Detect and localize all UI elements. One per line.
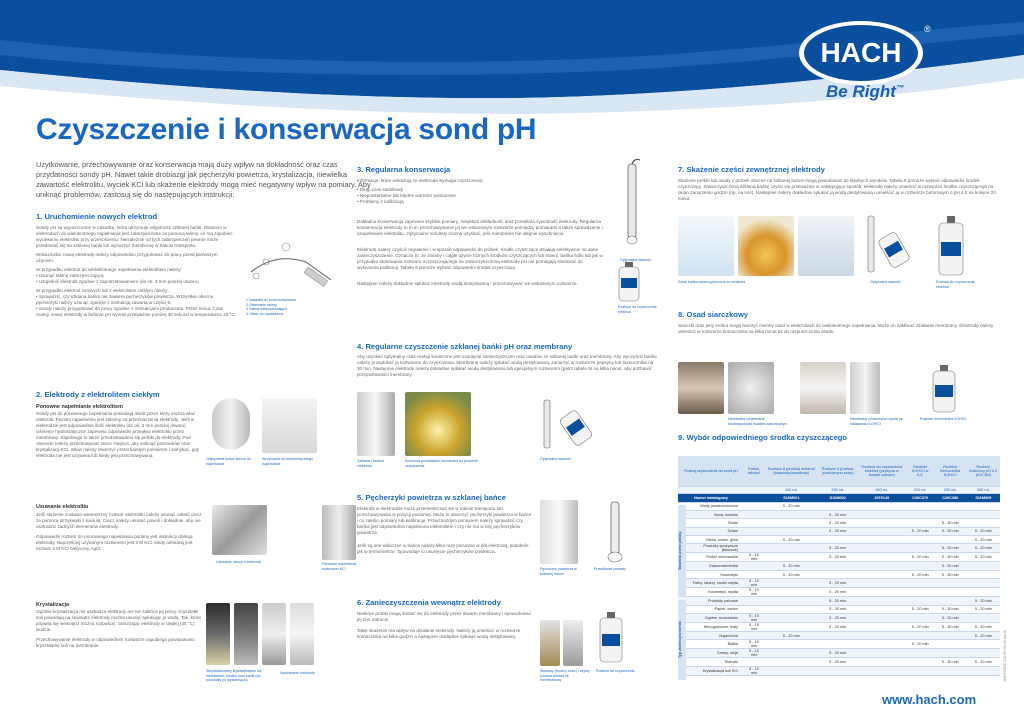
table-cell bbox=[764, 527, 819, 535]
row-label: Wody powierzchniowe bbox=[686, 502, 744, 510]
table-cell: 5 - 20 min bbox=[819, 510, 857, 518]
table-cell bbox=[934, 502, 967, 510]
contaminated-bulb-photo-2 bbox=[738, 216, 794, 276]
table-cell bbox=[934, 649, 967, 658]
row-label: Białka bbox=[686, 640, 744, 649]
table-row bbox=[678, 553, 1000, 562]
svg-text:HACH: HACH bbox=[820, 37, 902, 68]
table-row bbox=[678, 623, 1000, 632]
table-cell: 5 - 20 min bbox=[819, 623, 857, 632]
table-row bbox=[678, 544, 1000, 553]
table-header: Etanol, alkohol bbox=[744, 456, 764, 486]
table-cell bbox=[857, 658, 907, 666]
section-8-caption-3: Roztwór tiomocznika KOH/Cl bbox=[920, 417, 967, 421]
table-cell bbox=[934, 510, 967, 518]
table-cell bbox=[857, 536, 907, 544]
refill-photo-cap bbox=[212, 398, 250, 450]
electrode-icon-s5 bbox=[596, 500, 636, 564]
table-row bbox=[678, 570, 1000, 578]
table-cell bbox=[907, 579, 934, 588]
table-side-label-1: Skażenia przez próbkę bbox=[678, 505, 686, 597]
table-cell bbox=[764, 510, 819, 518]
table-cell: 5 - 30 min bbox=[934, 527, 967, 535]
table-cell bbox=[934, 579, 967, 588]
table-cell bbox=[819, 640, 857, 649]
table-cell: 5 - 20 min bbox=[907, 527, 934, 535]
electrode-bottle-s7 bbox=[862, 216, 908, 276]
table-cell bbox=[819, 632, 857, 640]
contaminated-bulb-photo-3 bbox=[798, 216, 854, 276]
refill-photo-syringe bbox=[262, 398, 317, 453]
table-cell bbox=[967, 640, 1000, 649]
table-cell: 5 - 20 min bbox=[967, 658, 1000, 666]
table-cell: 5 - 10 min bbox=[744, 640, 764, 649]
row-label: Próbki mleczarskie bbox=[686, 553, 744, 562]
table-header: Rodzaj czyszczenia do sond pH bbox=[678, 456, 744, 486]
table-cell bbox=[907, 666, 934, 675]
section-7-caption-1: Szkła bańka zanieczyszczona ze smarami bbox=[678, 280, 746, 284]
table-cell bbox=[967, 502, 1000, 510]
row-label: Ogólne, środowisko bbox=[686, 614, 744, 623]
page-title: Czyszczenie i konserwacja sond pH bbox=[36, 113, 537, 146]
table-cell bbox=[857, 649, 907, 658]
table-row bbox=[678, 614, 1000, 623]
table-cell: 5 - 20 min bbox=[967, 605, 1000, 613]
table-cell bbox=[934, 632, 967, 640]
table-cell bbox=[819, 502, 857, 510]
table-cell bbox=[857, 588, 907, 597]
table-row bbox=[678, 519, 1000, 527]
table-cell bbox=[744, 510, 764, 518]
table-row bbox=[678, 605, 1000, 613]
crystal-photo-2 bbox=[234, 603, 258, 665]
table-cell bbox=[934, 536, 967, 544]
table-cell: 5 - 20 min bbox=[764, 536, 819, 544]
table-row bbox=[678, 640, 1000, 649]
table-cell bbox=[744, 502, 764, 510]
table-row bbox=[678, 527, 1000, 535]
table-cell bbox=[967, 570, 1000, 578]
table-row bbox=[678, 502, 1000, 510]
table-row bbox=[678, 658, 1000, 666]
table-cell bbox=[907, 632, 934, 640]
table-cell: 5 - 20 min bbox=[967, 623, 1000, 632]
row-label: Produkty palcowe bbox=[686, 597, 744, 605]
contamination-photo-2 bbox=[563, 620, 583, 666]
table-cell: 5 - 20 min bbox=[967, 536, 1000, 544]
table-cell bbox=[857, 502, 907, 510]
section-6-caption-1: Skażony (brudny kolor) i czysty (czarna plama) kit membranowy bbox=[540, 669, 590, 682]
table-header: Roztwór do czyszczenia elektrod (pepsyna w kwasie solnym) bbox=[857, 456, 907, 486]
table-cell bbox=[967, 579, 1000, 588]
table-cell: 5 - 20 min bbox=[764, 562, 819, 570]
residue-membrane-photo bbox=[405, 392, 471, 456]
table-cell bbox=[744, 605, 764, 613]
table-cell: 5 - 10 min bbox=[744, 579, 764, 588]
table-cell bbox=[967, 510, 1000, 518]
table-cell: 5 - 20 min bbox=[907, 640, 934, 649]
svg-text:®: ® bbox=[924, 24, 931, 34]
table-cell: 5 - 20 min bbox=[967, 527, 1000, 535]
table-cell bbox=[907, 658, 934, 666]
table-cell: 5 - 20 min bbox=[967, 544, 1000, 553]
table-cell: 5 - 30 min bbox=[934, 605, 967, 613]
section-4-caption-2: Kolorowa pozostałość membrana po procesie czyszczenia bbox=[405, 459, 478, 468]
table-cell: 5 - 30 min bbox=[934, 570, 967, 578]
table-cell: 5 - 10 min bbox=[744, 614, 764, 623]
table-cell bbox=[907, 519, 934, 527]
table-row bbox=[678, 562, 1000, 570]
electrode-parts-drawing bbox=[246, 232, 338, 292]
section-8-body: Siarczki oraz jony srebra mogą tworzyć ciemny osad w elektrodach do wielokrotnego napełniania. Może on zakłócać działanie membrany. Elektrodę należy umieścić w roztworze tiomocznika na kilka minut aż do rozpuszczenia osadu. bbox=[678, 323, 994, 334]
crystal-photo-3 bbox=[262, 603, 286, 665]
crystal-caption-2: Spłukiwanie elektrody bbox=[280, 671, 315, 675]
table-cell bbox=[967, 614, 1000, 623]
table-cell bbox=[934, 666, 967, 675]
table-cell bbox=[764, 658, 819, 666]
table-cell: 5 - 10 min bbox=[744, 623, 764, 632]
row-label: Organiczne bbox=[686, 632, 744, 640]
remove-text: Jeśli stężenie zostanie wewnętrzny roztwór elektrolitu należy usunąć całość ciecz za pomocą strzykawki z kaniulą. Ciecz należy usuwać powoli i dokładnie, aby nie uszkodzić żadnych elementów elektrody. Odpowiedni roztwór do ponownego napełniania podany jest instrukcji obsługi elektrody. Najczęściej używanym roztworem jest 3 M KCl, kiedy odmianą jest roztwór 3 M KCl nasycony AgCl. bbox=[36, 512, 202, 551]
section-7-caption-3: Roztwór do czyszczenia elektrod bbox=[936, 280, 975, 289]
table-cell bbox=[857, 666, 907, 675]
air-bubble-photo bbox=[540, 500, 578, 564]
brand-slogan: Be Right™ bbox=[826, 82, 904, 101]
hach-logo bbox=[797, 18, 929, 88]
table-cell: 5 - 30 min bbox=[934, 544, 967, 553]
table-cell bbox=[744, 527, 764, 535]
section-1-heading: 1. Uruchomienie nowych elektrod bbox=[36, 212, 158, 221]
table-cell: 5 - 20 min bbox=[819, 588, 857, 597]
table-cell: 5 - 20 min bbox=[764, 502, 819, 510]
table-cell bbox=[764, 597, 819, 605]
row-label: Nieorganiczne, biały bbox=[686, 623, 744, 632]
table-cell bbox=[744, 536, 764, 544]
table-cell bbox=[744, 544, 764, 553]
dirty-electrode-photo bbox=[357, 392, 395, 456]
table-cell bbox=[907, 502, 934, 510]
table-cell: 5 - 30 min bbox=[934, 553, 967, 562]
table-cell bbox=[907, 614, 934, 623]
section-1-body: Sondy pH są wypuszczone w nasadkę, która utrzymuje wilgotność szklanej bańki. Otwarcie w elektrodach do wielokrotnego napełniania jest zabezpieczane za pomocą taśmy, co ma zapobiec wyciekaniu elektrolitu przy przenoszeniu. Niezależnie od tych zabezpieczeń pewnie może przedostać się do szklanej bańki lub wysuszyć membranę w trakcie transportu. Wskazówka: nową elektrodę należy odpowiednio przygotować do pracy przed pierwszym użyciem. W przypadku elektrod do wielokrotnego napełniania elektrolitem należy: • Usunąć taśmę zabezpieczającą • Uzupełnić elektrolit zgodnie z zapotrzebowaniem (do ok. 3 mm poniżej otworu) W przypadku elektrod żelowych lub z elektrolitem ciekłym należy: • Sprawdzić, czy szklana bańka nie zawiera pęcherzyków powietrza. Wszystkie obecne pęcherzyki należy usunąć zgodnie z instrukcją zawartą w części 5. • Sondy należy przygotować do pracy zgodnie z instrukcjami producenta. Przez minut. Czas reakcji nowej elektrody w buforze pH wynosi przeważnie poniżej 30 sekund w temperaturze 25 °C. bbox=[36, 225, 236, 318]
section-8-caption-2: Membrana ceramiczna czysta po nakładaniu KOH/Cl bbox=[850, 417, 903, 426]
section-4-caption-1: Zatkana i brudna elektroda bbox=[357, 459, 384, 468]
table-cell: 5 - 20 min bbox=[819, 614, 857, 623]
section-3-caption-2: Roztwór do czyszczenia elektrod bbox=[618, 305, 657, 314]
table-cell: 5 - 20 min bbox=[764, 632, 819, 640]
table-cell: 5 - 20 min bbox=[819, 527, 857, 535]
table-cell bbox=[857, 640, 907, 649]
table-cell bbox=[764, 519, 819, 527]
electrode-bottle-s4 bbox=[538, 400, 594, 450]
table-cell: 5 - 30 min bbox=[934, 614, 967, 623]
row-label: Kosmetyki, mydła bbox=[686, 588, 744, 597]
table-cell bbox=[764, 640, 819, 649]
table-cell bbox=[907, 649, 934, 658]
table-row bbox=[678, 632, 1000, 640]
table-cell: 5 - 20 min bbox=[907, 623, 934, 632]
table-cell bbox=[857, 605, 907, 613]
section-7-caption-2: Optymalne warunki bbox=[870, 280, 901, 284]
remove-caption-2: Ponowne napełnienie roztworem KCl bbox=[322, 562, 357, 571]
table-cell bbox=[857, 527, 907, 535]
table-cell bbox=[934, 640, 967, 649]
table-cell bbox=[934, 597, 967, 605]
table-cell: 5 - 20 min bbox=[907, 605, 934, 613]
cleaning-bottle-s7 bbox=[936, 216, 966, 276]
table-cell bbox=[857, 579, 907, 588]
table-cell bbox=[764, 579, 819, 588]
intro-text: Użytkowanie, przechowywanie oraz konserwacja mają duży wpływ na dokładność oraz czas przydatności sondy pH. Nawet takie drobiazgi jak pęcherzyki powietrza, krystalizacja, niewielka zawartość elektrolitu, wyciek KCl lub skażenie elektrody mogą mieć negatywny wpływ na pomiary. Aby uniknąć problemów, zastosuj się do następujących instrukcji: bbox=[36, 160, 371, 199]
remove-subheading: Usuwanie elektrolitu bbox=[36, 504, 89, 510]
refill-subheading: Ponowne napełnianie elektrolitem bbox=[36, 404, 123, 410]
table-cell: 5 - 20 min bbox=[819, 553, 857, 562]
row-label: Produkty spożywcze (tłuszcze) bbox=[686, 544, 744, 553]
refill-text: Sondy pH do ponownego napełniania posiadają otwór przez który można wlać elektrolit. Poziom napełnienia jest zależny od przeznaczenia elektrody. Jeśli w elektrodzie jest odpowiednia ilość elektrolitu (do ok. 3 mm poniżej otworu) ciśnienie hydrostatyczne zapewnia odpowiedni przepływ elektrolitu przez membranę. Zapobiega to także przedostawaniu się próbki do elektrody. Pod otworem należy przechowywać nieco miejsca, aby uniknąć przecieków oraz krystalizacji KCl. Wlew należy otworzyć przed każdym pomiarem i zamykać, gdy elektroda nie jest używana lub kiedy jest przechowywana. bbox=[36, 411, 200, 458]
crystal-photo-1 bbox=[206, 603, 230, 665]
table-cell bbox=[744, 519, 764, 527]
section-3-heading: 3. Regularna konserwacja bbox=[357, 165, 451, 174]
table-cell bbox=[857, 553, 907, 562]
table-header: Roztwór 4 (roztwór podchlorynu sodu) bbox=[819, 456, 857, 486]
table-cell bbox=[764, 605, 819, 613]
table-cell bbox=[857, 519, 907, 527]
section-4-caption-3: Optymalne warunki bbox=[540, 457, 571, 461]
table-row bbox=[678, 666, 1000, 675]
table-row bbox=[678, 597, 1000, 605]
crystal-caption-1: Skrystalizowany kryształ/ksylen na membranie, środku oraz bańki (np. pozostały po wyschnięciu) bbox=[206, 669, 262, 682]
section-5-heading: 5. Pęcherzyki powietrza w szklanej bańce bbox=[357, 493, 506, 502]
row-label: Gleba, szlam, glina bbox=[686, 536, 744, 544]
cleaning-bottle-s3 bbox=[614, 262, 644, 302]
table-cell: 5 - 20 min bbox=[819, 544, 857, 553]
section-5-body: Elektrolit w elektrodzie może przemieszczać się w trakcie transportu lub przechowywania w pozycji poziomej. Może to utworzyć pęcherzyki powietrza w bańce i co zakłóci pomiary lub kalibrację. Przed każdym pomiarem należy sprawdzić czy bańka jest odpowiednio napełniona elektrolitem i czy nie ma w niej pęcherzyków powietrza. Jeśli są one widoczne w bańce należy kilka razy poruszać w dół elektrodą, podobnie jak w termometrze. Spowoduje to usunięcie pęcherzyków powietrza. bbox=[357, 506, 532, 554]
table-cell bbox=[764, 588, 819, 597]
table-row bbox=[678, 588, 1000, 597]
table-cell: 5 - 20 min bbox=[907, 553, 934, 562]
table-cell bbox=[934, 588, 967, 597]
section-6-body: Niektóre próbki mogą dostać się do elektrody przez otwarte membrany i spowodować jej tzw. zatrucie. Takie skażenie ma wpływ na działanie elektrody. Należy ją umieścić w roztworze tiomocznika na kilka godzin a następnie dokładnie spłukać wodą destylowaną. bbox=[357, 611, 531, 639]
table-cell bbox=[967, 588, 1000, 597]
table-cell bbox=[967, 649, 1000, 658]
table-header: Roztwór KOH/Cl w KCl bbox=[907, 456, 934, 486]
section-7-heading: 7. Skażenie części zewnętrznej elektrody bbox=[678, 165, 825, 174]
refill-caption-1: Odkręcanie korka otworu do napełniania bbox=[206, 457, 251, 466]
table-cell bbox=[744, 658, 764, 666]
table-side-label-2: Typ zanieczyszczenia bbox=[678, 600, 686, 680]
section-9-heading: 9. Wybór odpowiedniego środka czyszczącego bbox=[678, 433, 848, 442]
section-6-caption-2: Roztwór do czyszczenia bbox=[596, 669, 635, 673]
table-cell bbox=[857, 632, 907, 640]
table-cell: 5 - 20 min bbox=[819, 649, 857, 658]
sulfide-photo-2 bbox=[728, 362, 774, 414]
table-catalog-row: Numer katalogowy S16M001 S16M002 2975149 C20C370 C20C380 S11M009 bbox=[678, 493, 1000, 502]
table-cell bbox=[764, 553, 819, 562]
table-cell bbox=[819, 666, 857, 675]
table-cell bbox=[819, 536, 857, 544]
table-unit-row: 100 mL 250 mL 250 mL 250 mL 250 mL 250 mL bbox=[678, 486, 1000, 493]
remove-caption-1: Usuwanie cieczy z elektrody bbox=[216, 560, 262, 564]
row-label: Papier, karton bbox=[686, 605, 744, 613]
thiourea-bottle bbox=[930, 365, 958, 413]
section-6-heading: 6. Zanieczyszczenia wewnątrz elektrody bbox=[357, 598, 501, 607]
table-cell bbox=[764, 666, 819, 675]
table-cell bbox=[907, 544, 934, 553]
table-cell bbox=[764, 544, 819, 553]
section-8-caption-1: Membrana ceramiczna brudna/pokryta osadem siarczkowym bbox=[728, 417, 788, 426]
table-cell: 5 - 20 min bbox=[819, 597, 857, 605]
section-4-body: Aby uzyskać optymalny czas reakcji konieczne jest usunięcie zanieczyszczeń oraz osadów ze szklanej bańki oraz membrany. Aby wyczyścić bańkę należy przepłukać ją roztworem do czyszczenia. Membranę należy spłukać wodą destylowaną, zanurzyć w roztworze pepsyny lub tiomocznika na 30 min. Następnie elektrodę należy dokładnie spłukać wodą destylowaną lub specjalnym roztworem (patrz tabela 9) na kilka minut, aby pozbawić przepustowości membrany. bbox=[357, 354, 657, 377]
electrode-icon-s3 bbox=[612, 158, 652, 248]
table-cell: 5 - 20 min bbox=[907, 570, 934, 578]
row-label: Galwanotechnika bbox=[686, 562, 744, 570]
crystal-photo-4 bbox=[290, 603, 314, 665]
table-cell bbox=[907, 588, 934, 597]
row-label: Farby, lakiery, środki ciepła bbox=[686, 579, 744, 588]
table-cell bbox=[967, 519, 1000, 527]
section-2-heading: 2. Elektrody z elektrolitem ciekłym bbox=[36, 390, 160, 399]
row-label: Kosmetyki bbox=[686, 570, 744, 578]
row-label: Krystalizacja soli KCl bbox=[686, 666, 744, 675]
sulfide-photo-4 bbox=[850, 362, 880, 414]
table-cell: 5 - 20 min bbox=[967, 632, 1000, 640]
section-5-caption-1: Pęcherzyk powietrza w szklanej bańce bbox=[540, 567, 577, 576]
section-4-heading: 4. Regularne czyszczenie szklanej bańki pH oraz membrany bbox=[357, 342, 573, 351]
table-cell bbox=[967, 562, 1000, 570]
table-cell bbox=[819, 570, 857, 578]
table-cell: 5 - 30 min bbox=[934, 562, 967, 570]
table-cell bbox=[967, 666, 1000, 675]
row-label: Ścieki bbox=[686, 519, 744, 527]
table-cell: 5 - 20 min bbox=[819, 579, 857, 588]
table-cell bbox=[857, 597, 907, 605]
row-label: Smary, oleje bbox=[686, 649, 744, 658]
row-label: Siarczki bbox=[686, 658, 744, 666]
table-cell bbox=[857, 570, 907, 578]
cleaning-agent-table bbox=[678, 456, 1000, 676]
table-cell: 5 - 10 min bbox=[744, 588, 764, 597]
table-cell bbox=[907, 510, 934, 518]
website-url[interactable]: www.hach.com bbox=[882, 692, 977, 707]
document-code: HACH DOC 042.98.00148.Apr15 bbox=[1003, 630, 1007, 682]
row-label: Szlam bbox=[686, 527, 744, 535]
table-row bbox=[678, 510, 1000, 518]
table-cell bbox=[857, 510, 907, 518]
table-cell bbox=[907, 562, 934, 570]
sulfide-photo-1 bbox=[678, 362, 724, 414]
section-3-caption-1: Optymalne warunki bbox=[620, 258, 651, 262]
table-cell bbox=[744, 597, 764, 605]
crystal-subheading: Krystalizacja bbox=[36, 602, 69, 608]
table-cell: 5 - 20 min bbox=[819, 605, 857, 613]
table-row bbox=[678, 649, 1000, 658]
table-cell: 5 - 30 min bbox=[934, 658, 967, 666]
table-cell bbox=[819, 562, 857, 570]
section-7-body: Skażone próbki lub osady z próbek obecne na szklanej bańce mogą powodować do błędnych wyników. Tabela 9 pomoże wybrać odpowiedni środek czyszczący. Zanieczyszczoną szklaną bańkę czyści się przeważnie w następujący sposób: elektrodę należy umieścić w roztworze środka czyszczącego na około zanurzeniu godzin (np. na noc). Następnie należy dokładnie spłukać ją wodą destylowaną i umieścić ją w roztworze buforowym o pH 4.0 na kolejne 20 minut. bbox=[678, 178, 996, 201]
table-header: Roztwór buforowy pH 4.0 (KCl 3M) bbox=[967, 456, 1000, 486]
remove-photo-2 bbox=[322, 505, 356, 560]
table-cell bbox=[764, 623, 819, 632]
cleaning-bottle-s6 bbox=[596, 612, 626, 664]
contamination-photo-1 bbox=[540, 620, 560, 666]
table-cell: 5 - 30 min bbox=[934, 623, 967, 632]
table-cell: 5 - 30 min bbox=[934, 519, 967, 527]
table-cell bbox=[764, 614, 819, 623]
table-cell bbox=[857, 562, 907, 570]
table-cell bbox=[857, 544, 907, 553]
table-cell bbox=[744, 562, 764, 570]
table-cell: 5 - 10 min bbox=[744, 649, 764, 658]
table-row bbox=[678, 536, 1000, 544]
table-cell bbox=[857, 623, 907, 632]
refill-caption-2: Strzykawka do elektrolitycznego napełniania bbox=[262, 457, 314, 466]
table-cell bbox=[857, 614, 907, 623]
table-cell: 5 - 20 min bbox=[967, 597, 1000, 605]
table-cell bbox=[744, 632, 764, 640]
row-label: Wody morskie bbox=[686, 510, 744, 518]
table-cell: 5 - 10 min bbox=[744, 553, 764, 562]
section-1-legend: 1 Nasadka do przechowywania 2 Otwieranie taśmy 3 Taśma zabezpieczająca 4 Otwór do napełniania bbox=[246, 298, 296, 316]
section-5-caption-2: Prawidłowe pomiary bbox=[594, 567, 627, 571]
table-cell bbox=[744, 570, 764, 578]
table-header: Roztwór tiomocznika KOH/Cl bbox=[934, 456, 967, 486]
sulfide-photo-3 bbox=[800, 362, 846, 414]
crystal-text: Ogólnie krystalizacja nie uszkadza elektrody ani nie zakłóca jej pracy. Kryształki soli powodują na zewnątrz elektrody można usunąć spłukując je wodą. Tak, które pojawią się wewnątrz można rozpuścić, zanurzając elektrody w ciepłej (45 °C) wodzie. Przechowywanie elektrody w odpowiednim roztworze zapobiega powstawaniu kryształków soli na membranie. bbox=[36, 609, 201, 648]
section-8-heading: 8. Osad siarczkowy bbox=[678, 310, 749, 319]
table-cell bbox=[907, 597, 934, 605]
remove-photo-1 bbox=[212, 505, 267, 555]
table-cell: 5 - 20 min bbox=[819, 519, 857, 527]
table-cell: 5 - 20 min bbox=[764, 570, 819, 578]
table-row bbox=[678, 579, 1000, 588]
table-header-row bbox=[678, 456, 1000, 486]
contaminated-bulb-photo-1 bbox=[678, 216, 734, 276]
table-cell: 5 - 20 min bbox=[967, 553, 1000, 562]
table-cell: 5 - 10 min bbox=[744, 666, 764, 675]
table-cell: 5 - 20 min bbox=[819, 658, 857, 666]
table-cell bbox=[907, 536, 934, 544]
table-header: Roztwór 8 (próbka) elektrod (kwasowy/zasadowy) bbox=[764, 456, 819, 486]
table-cell bbox=[764, 649, 819, 658]
section-3-body: Informacje, które wskazują że elektroda wymaga czyszczenia: • Długi czas stabilizacji • Niepowtarzalne lub błędne wartości pomiarowe • Problemy z kalibracją Dokładna konserwacja zapewnia szybkie pomiary, zwiększa dokładność oraz przedłuża żywotność elektrody. Regularna konserwacja elektrody to m.in. przechowywanie jej we wskazanym roztworze pomiędzy pomiarami a także sprawdzanie i uzupełnianie elektrolitu. Optymalne rezultaty można uzyskać, jeśli membrana nie ulegnie wyschnięciu. Elektrodę należy czyścić regularnie i w sposób odpowiedni do próbek. Środki czyszczące działają selektywnie na dane zanieczyszczenie. Oznacza to, że zmiany i ciągłe użycie różnych środków czyszczących lub etanol, bańka fiolki lub jak w przypadku stosowania roztworu oczyszczającego na zanieczyszczoną elektrodę pH nie pomagają stosować do wykonania kalibracji. Tabela 9 pomoże wybrać odpowiedni środek czyszczący. Następnie należy dokładnie spłukać elektrodę wodą destylowaną i przechowywać we wskazanym roztworze. bbox=[357, 178, 605, 287]
